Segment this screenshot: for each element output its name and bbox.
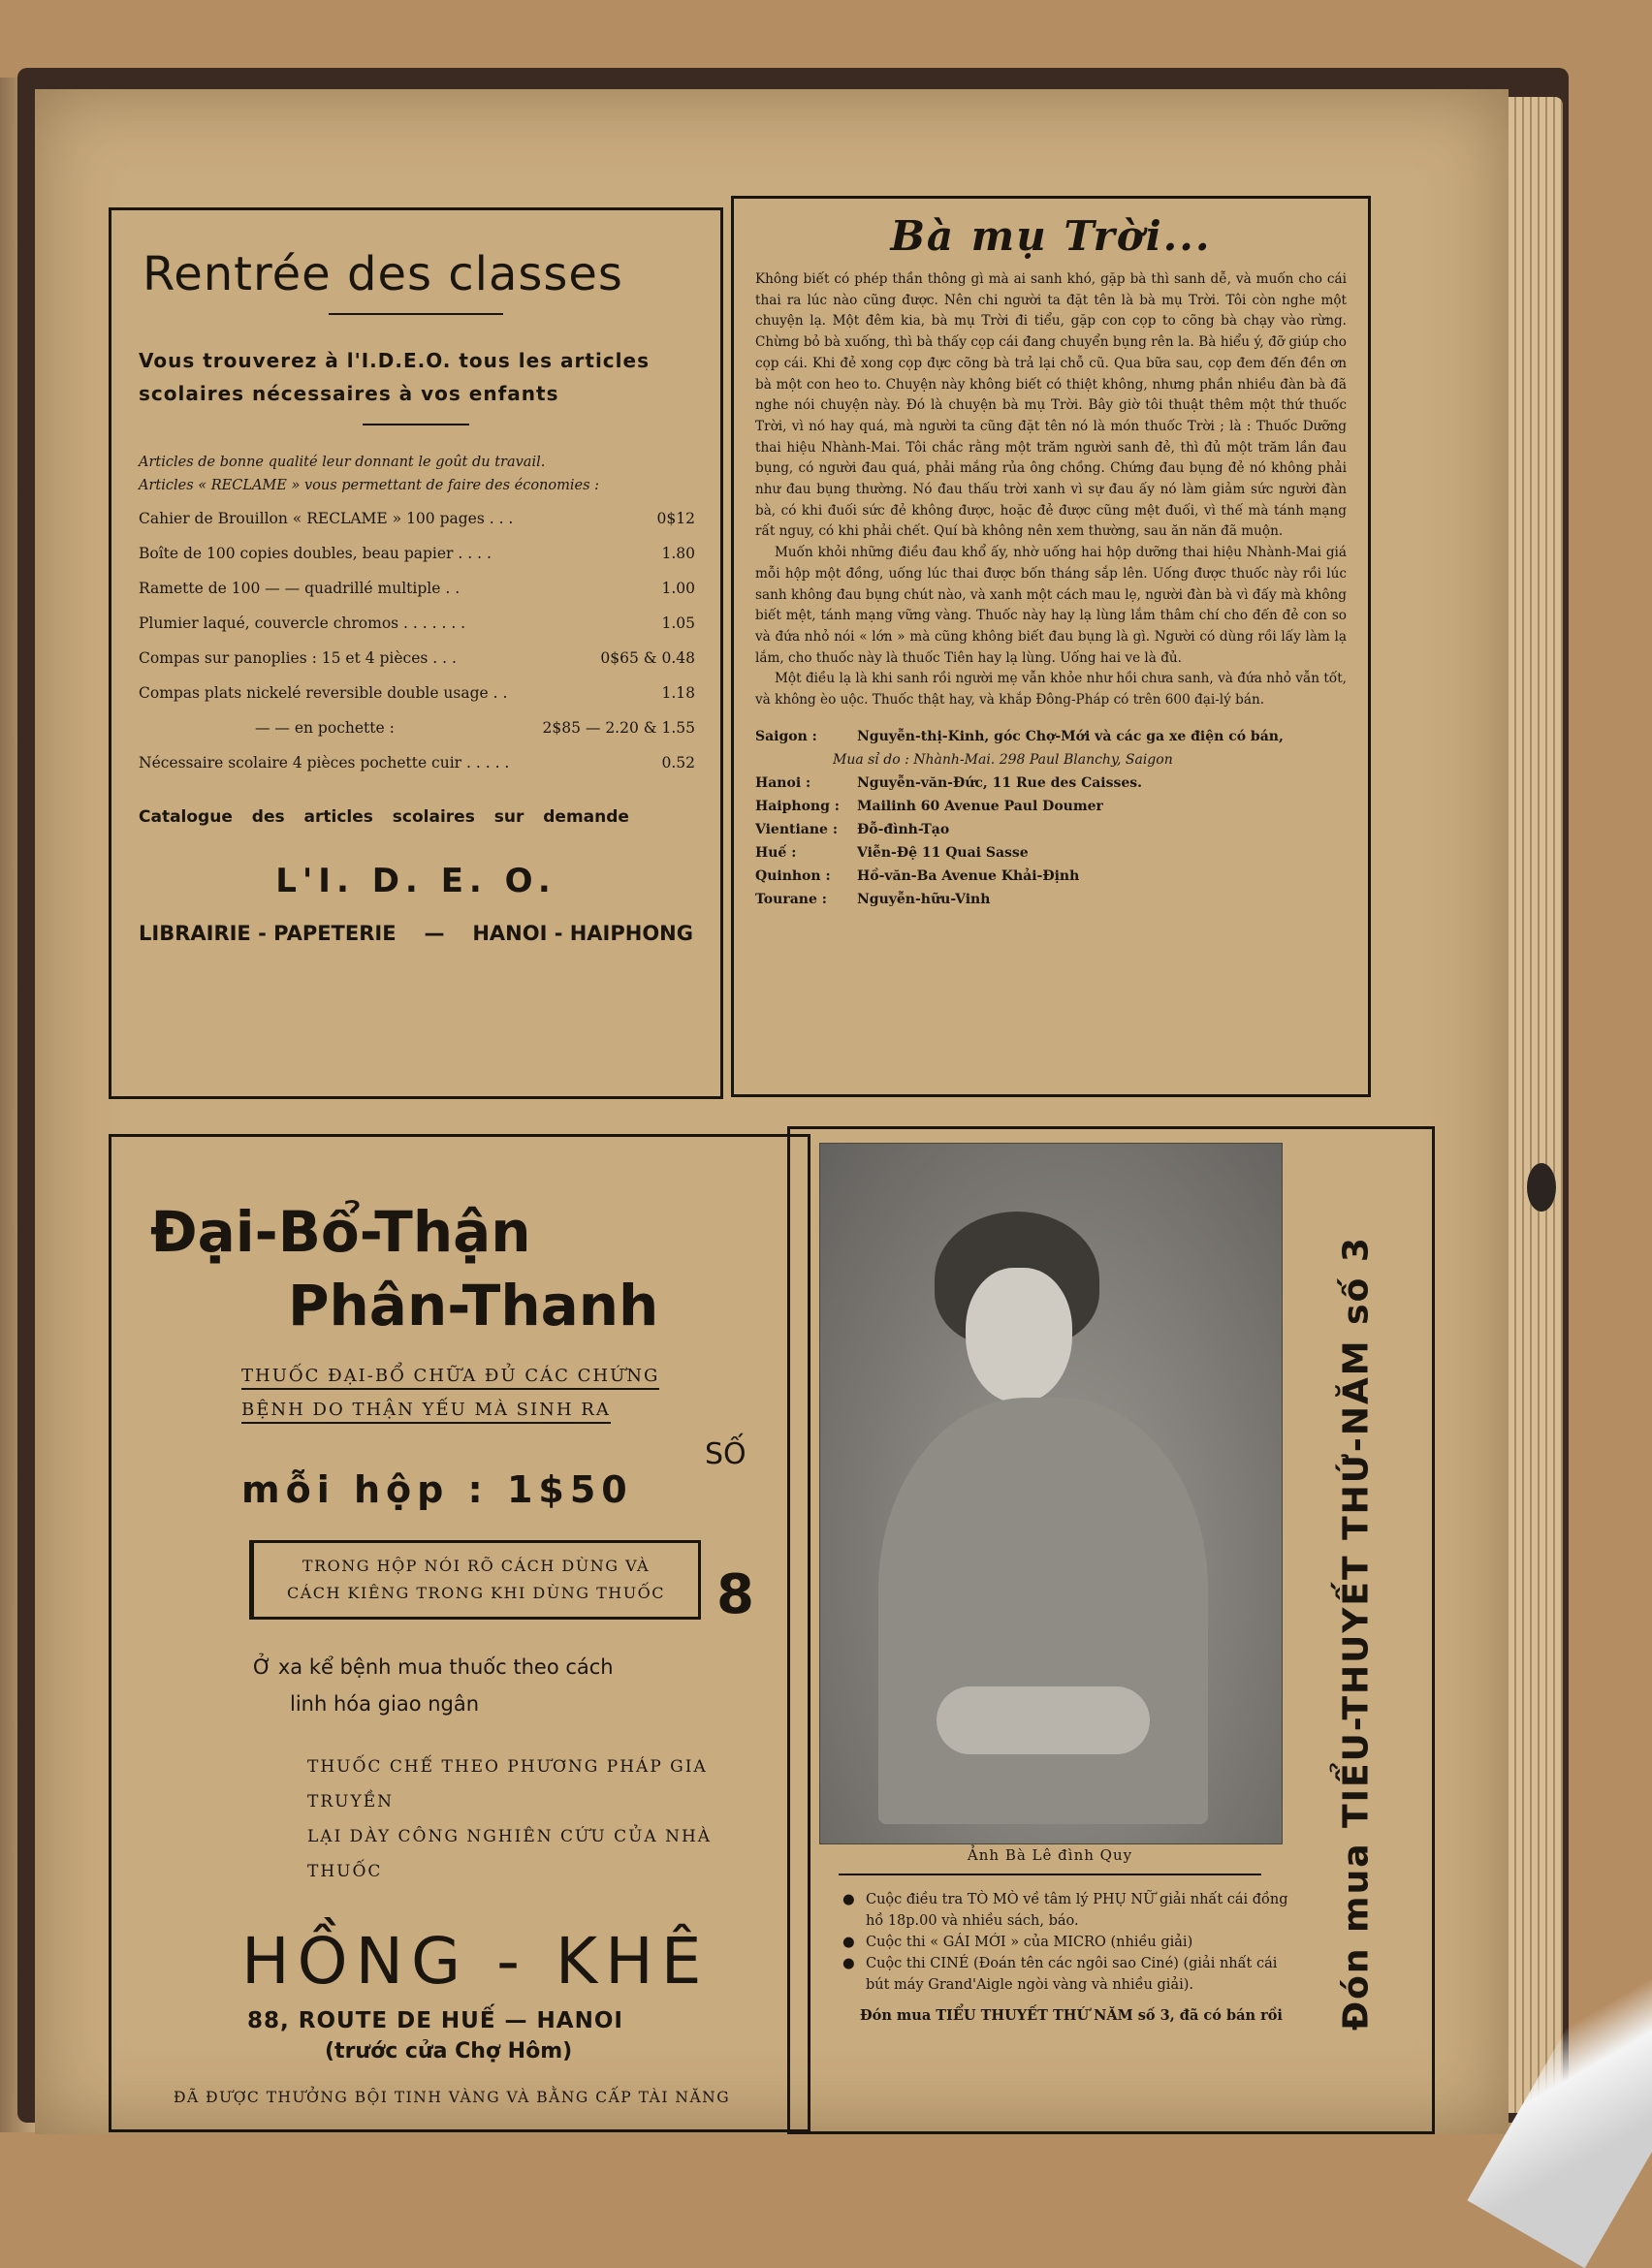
bullet-icon: ● (842, 1956, 855, 1971)
agent-city: Saigon : (755, 728, 817, 744)
item-price: 0$65 & 0.48 (600, 649, 695, 667)
photo-body (878, 1398, 1208, 1824)
usage-box (249, 1540, 701, 1620)
item-name: Boîte de 100 copies doubles, beau papier . . . . (139, 545, 492, 562)
price-row (139, 571, 695, 606)
shop-kind: LIBRAIRIE - PAPETERIE (139, 922, 397, 945)
agent-name: Mua sỉ do : Nhành-Mai. 298 Paul Blanchy, Saigon (833, 751, 1173, 768)
mail-order-line-2: linh hóa giao ngân (290, 1692, 480, 1716)
closing-line: Đón mua TIỂU THUYẾT THỨ NĂM số 3, đã có bán rồi (860, 2007, 1283, 2024)
agent-city: Vientiane : (755, 821, 839, 837)
contest-item (842, 1889, 1288, 1932)
product-subtitle-1: THUỐC ĐẠI-BỔ CHỮA ĐỦ CÁC CHỨNG (241, 1366, 659, 1390)
item-name: Compas plats nickelé reversible double usage . . (139, 684, 508, 702)
item-name: Cahier de Brouillon « RECLAME » 100 pages . . . (139, 510, 514, 527)
usage-line-2: CÁCH KIÊNG TRONG KHI DÙNG THUỐC (286, 1584, 666, 1602)
agent-row (755, 841, 1347, 865)
agent-row (755, 865, 1347, 888)
usage-line-1: TRONG HỘP NÓI RÕ CÁCH DÙNG VÀ (302, 1557, 651, 1575)
item-price: 0$12 (656, 510, 695, 527)
divider (363, 424, 469, 425)
item-price: 1.18 (661, 684, 695, 702)
newspaper-page (35, 89, 1509, 2134)
item-price: 1.00 (661, 580, 695, 597)
divider (839, 1874, 1261, 1875)
agent-list (755, 725, 1347, 911)
novel-advertisement (787, 1126, 1435, 2134)
agent-name: Nguyễn-thị-Kinh, góc Chợ-Mới và các ga xe điện có bán, (857, 728, 1284, 744)
dai-bo-than-advertisement (109, 1134, 810, 2132)
agent-row (755, 748, 1347, 772)
price-row (139, 641, 695, 676)
issue-number: 8 (716, 1563, 754, 1626)
contest-text: Cuộc thi « GÁI MỚI » của MICRO (nhiều giải) (866, 1935, 1193, 1950)
agent-row (755, 818, 1347, 841)
photo-face (966, 1268, 1072, 1403)
tradition-line-1: THUỐC CHẾ THEO PHƯƠNG PHÁP GIA TRUYỀN (307, 1757, 708, 1811)
agent-name: Viễn-Đệ 11 Quai Sasse (857, 844, 1029, 861)
shop-cities: HANOI - HAIPHONG (472, 922, 693, 945)
price-row (139, 676, 695, 710)
agent-city: Tourane : (755, 891, 827, 907)
price-row (139, 710, 695, 745)
product-title-2: Phân-Thanh (288, 1273, 659, 1339)
price-row (139, 606, 695, 641)
binding-rivet (1527, 1163, 1556, 1212)
mail-order-line-1: Ở xa kể bệnh mua thuốc theo cách (253, 1655, 614, 1679)
ideo-title: Rentrée des classes (143, 247, 623, 301)
brand-name: HỒNG - KHÊ (241, 1924, 710, 1999)
item-name: Nécessaire scolaire 4 pièces pochette cuir . . . . . (139, 754, 510, 772)
catalogue-note: Catalogue des articles scolaires sur demande (139, 807, 629, 827)
item-name: Compas sur panoplies : 15 et 4 pièces . . . (139, 649, 457, 667)
separator-dash: — (424, 922, 445, 945)
shop-address (139, 922, 693, 945)
contest-text: Cuộc điều tra TÒ MÒ về tâm lý PHỤ NỮ giải nhất cái đồng hồ 18p.00 và nhiều sách, báo. (866, 1892, 1288, 1929)
agent-row (755, 725, 1347, 748)
product-title-1: Đại-Bổ-Thận (150, 1199, 531, 1265)
agent-city: Haiphong : (755, 798, 840, 814)
item-name: — — en pochette : (255, 719, 395, 737)
contest-list (842, 1889, 1288, 2027)
shop-name: L'I. D. E. O. (275, 862, 556, 900)
paragraph: Một điều lạ là khi sanh rồi người mẹ vẫn khỏe như hồi chưa sanh, và đứa nhỏ vẫn tốt, và không èo uộc. Thuốc thật hay, và khắp Đông-Pháp có trên 600 đại-lý bán. (755, 671, 1347, 709)
contest-text: Cuộc thi CINÉ (Đoán tên các ngôi sao Ciné) (giải nhất cái bút máy Grand'Aigle ngòi vàng và nhiều giải). (866, 1956, 1278, 1993)
item-name: Ramette de 100 — — quadrillé multiple . . (139, 580, 461, 597)
agent-city: Huế : (755, 844, 797, 861)
agent-row (755, 795, 1347, 818)
ideo-advertisement (109, 207, 723, 1099)
item-name: Plumier laqué, couvercle chromos . . . . . . . (139, 614, 466, 632)
item-price: 1.80 (661, 545, 695, 562)
agent-name: Nguyễn-văn-Đức, 11 Rue des Caisses. (857, 774, 1143, 791)
agent-name: Đỗ-đình-Tạo (857, 821, 950, 837)
tradition-line-2: LẠI DÀY CÔNG NGHIÊN CỨU CỦA NHÀ THUỐC (307, 1827, 713, 1881)
article-title: Bà mụ Trời... (890, 212, 1212, 260)
award-line: ĐÃ ĐƯỢC THƯỞNG BỘI TINH VÀNG VÀ BẰNG CẤP TÀI NĂNG (174, 2089, 731, 2106)
ideo-reclame-line: Articles « RECLAME » vous permettant de faire des économies : (139, 478, 600, 493)
item-price: 0.52 (661, 754, 695, 772)
agent-city: Quinhon : (755, 867, 831, 884)
item-price: 2$85 — 2.20 & 1.55 (542, 719, 695, 737)
agent-name: Nguyễn-hữu-Vinh (857, 891, 991, 907)
ideo-quality-line: Articles de bonne qualité leur donnant le goût du travail. (139, 455, 546, 470)
photo-caption: Ảnh Bà Lê đình Quy (967, 1846, 1133, 1864)
bullet-icon: ● (842, 1935, 855, 1950)
vertical-headline: Đón mua TIỂU-THUYẾT THỨ-NĂM số 3 (1336, 1236, 1377, 2031)
portrait-photo (819, 1143, 1283, 1844)
price-row (139, 745, 695, 780)
article-body (755, 269, 1347, 711)
price-row (139, 536, 695, 571)
agent-name: Mailinh 60 Avenue Paul Doumer (857, 798, 1103, 814)
price-row (139, 501, 695, 536)
contest-item (842, 1953, 1288, 1996)
paragraph: Muốn khỏi những điều đau khổ ấy, nhờ uống hai hộp dưỡng thai hiệu Nhành-Mai giá mỗi hộp một đồng, uống lúc thai được bốn tháng sắp lên. Uống được thuốc này rồi lúc sanh không đau bụng chút nào, và xanh một cách mau lẹ, người đàn bà vì đấy mà không biết mệt, tánh mạng vững vàng. Thuốc này hay lạ lùng lắm thâm chí cho đến đẻ con so và đứa nhỏ nói « lớn » mà cũng không biết đau bụng là gì. Người có dùng rồi lấy làm lạ lắm, cho thuốc này là thuốc Tiên hay lạ lùng. Uống hai ve là đủ. (755, 545, 1347, 666)
issue-label: SỐ (705, 1437, 747, 1471)
brand-address-note: (trước cửa Chợ Hôm) (325, 2039, 573, 2063)
ba-mu-troi-advertisement (731, 196, 1371, 1097)
ideo-intro: Vous trouverez à l'I.D.E.O. tous les articles scolaires nécessaires à vos enfants (139, 349, 650, 405)
agent-row (755, 888, 1347, 911)
paragraph: Không biết có phép thần thông gì mà ai sanh khó, gặp bà thì sanh dễ, và muốn cho cái thai ra lúc nào cũng được. Nên chi người ta đặt tên là bà mụ Trời. Tôi còn nghe một chuyện lạ. Một đêm kia, bà mụ Trời đi tiểu, gặp con cọp to cõng bà chạy vào rừng. Chừng bỏ bà xuống, thì bà thấy cọp cái đang chuyển bụng rên la. Bà hiểu ý, đỡ giúp cho cọp cái. Khi đẻ xong cọp đực cõng bà trả lại chỗ cũ. Qua bữa sau, cọp đem đến đền ơn bà một con heo to. Chuyện này không biết có thiệt không, nhưng phần nhiều đàn bà đã nghe nói chuyện này. Đó là chuyện bà mụ Trời. Bây giờ tôi thuật thêm một thứ thuốc Trời, vì nó hay quá, mà người ta cũng đặt tên nó là món thuốc Trời ; là : Thuốc Dưỡng thai hiệu Nhành-Mai. Tôi chắc rằng một trăm người sanh đẻ, thì đủ một trăm lần đau bụng, có người đau quá, phải mắng rủa ông chồng. Chứng đau bụng đẻ nó không phải như đau bụng thường. Nó đau thấu trời xanh vì sự đau ấy nó làm giảm sức người đàn bà, có khi đuối sức đẻ không được, hoặc đẻ được cũng mệt đuối, vì thế mà tánh mạng rất nguy, có khi phải chết. Quí bà không nên xem thường, sau ăn năn đã muộn. (755, 271, 1347, 540)
divider (329, 313, 503, 315)
contest-item (842, 1932, 1288, 1953)
product-subtitle-2: BỆNH DO THẬN YẾU MÀ SINH RA (241, 1400, 611, 1424)
item-price: 1.05 (661, 614, 695, 632)
agent-name: Hồ-văn-Ba Avenue Khải-Định (857, 867, 1080, 884)
product-price: mỗi hộp : 1$50 (241, 1468, 633, 1511)
agent-row (755, 772, 1347, 795)
brand-address: 88, ROUTE DE HUẾ — HANOI (247, 2008, 623, 2033)
agent-city: Hanoi : (755, 774, 811, 791)
photo-hands (937, 1686, 1150, 1754)
bullet-icon: ● (842, 1892, 855, 1907)
